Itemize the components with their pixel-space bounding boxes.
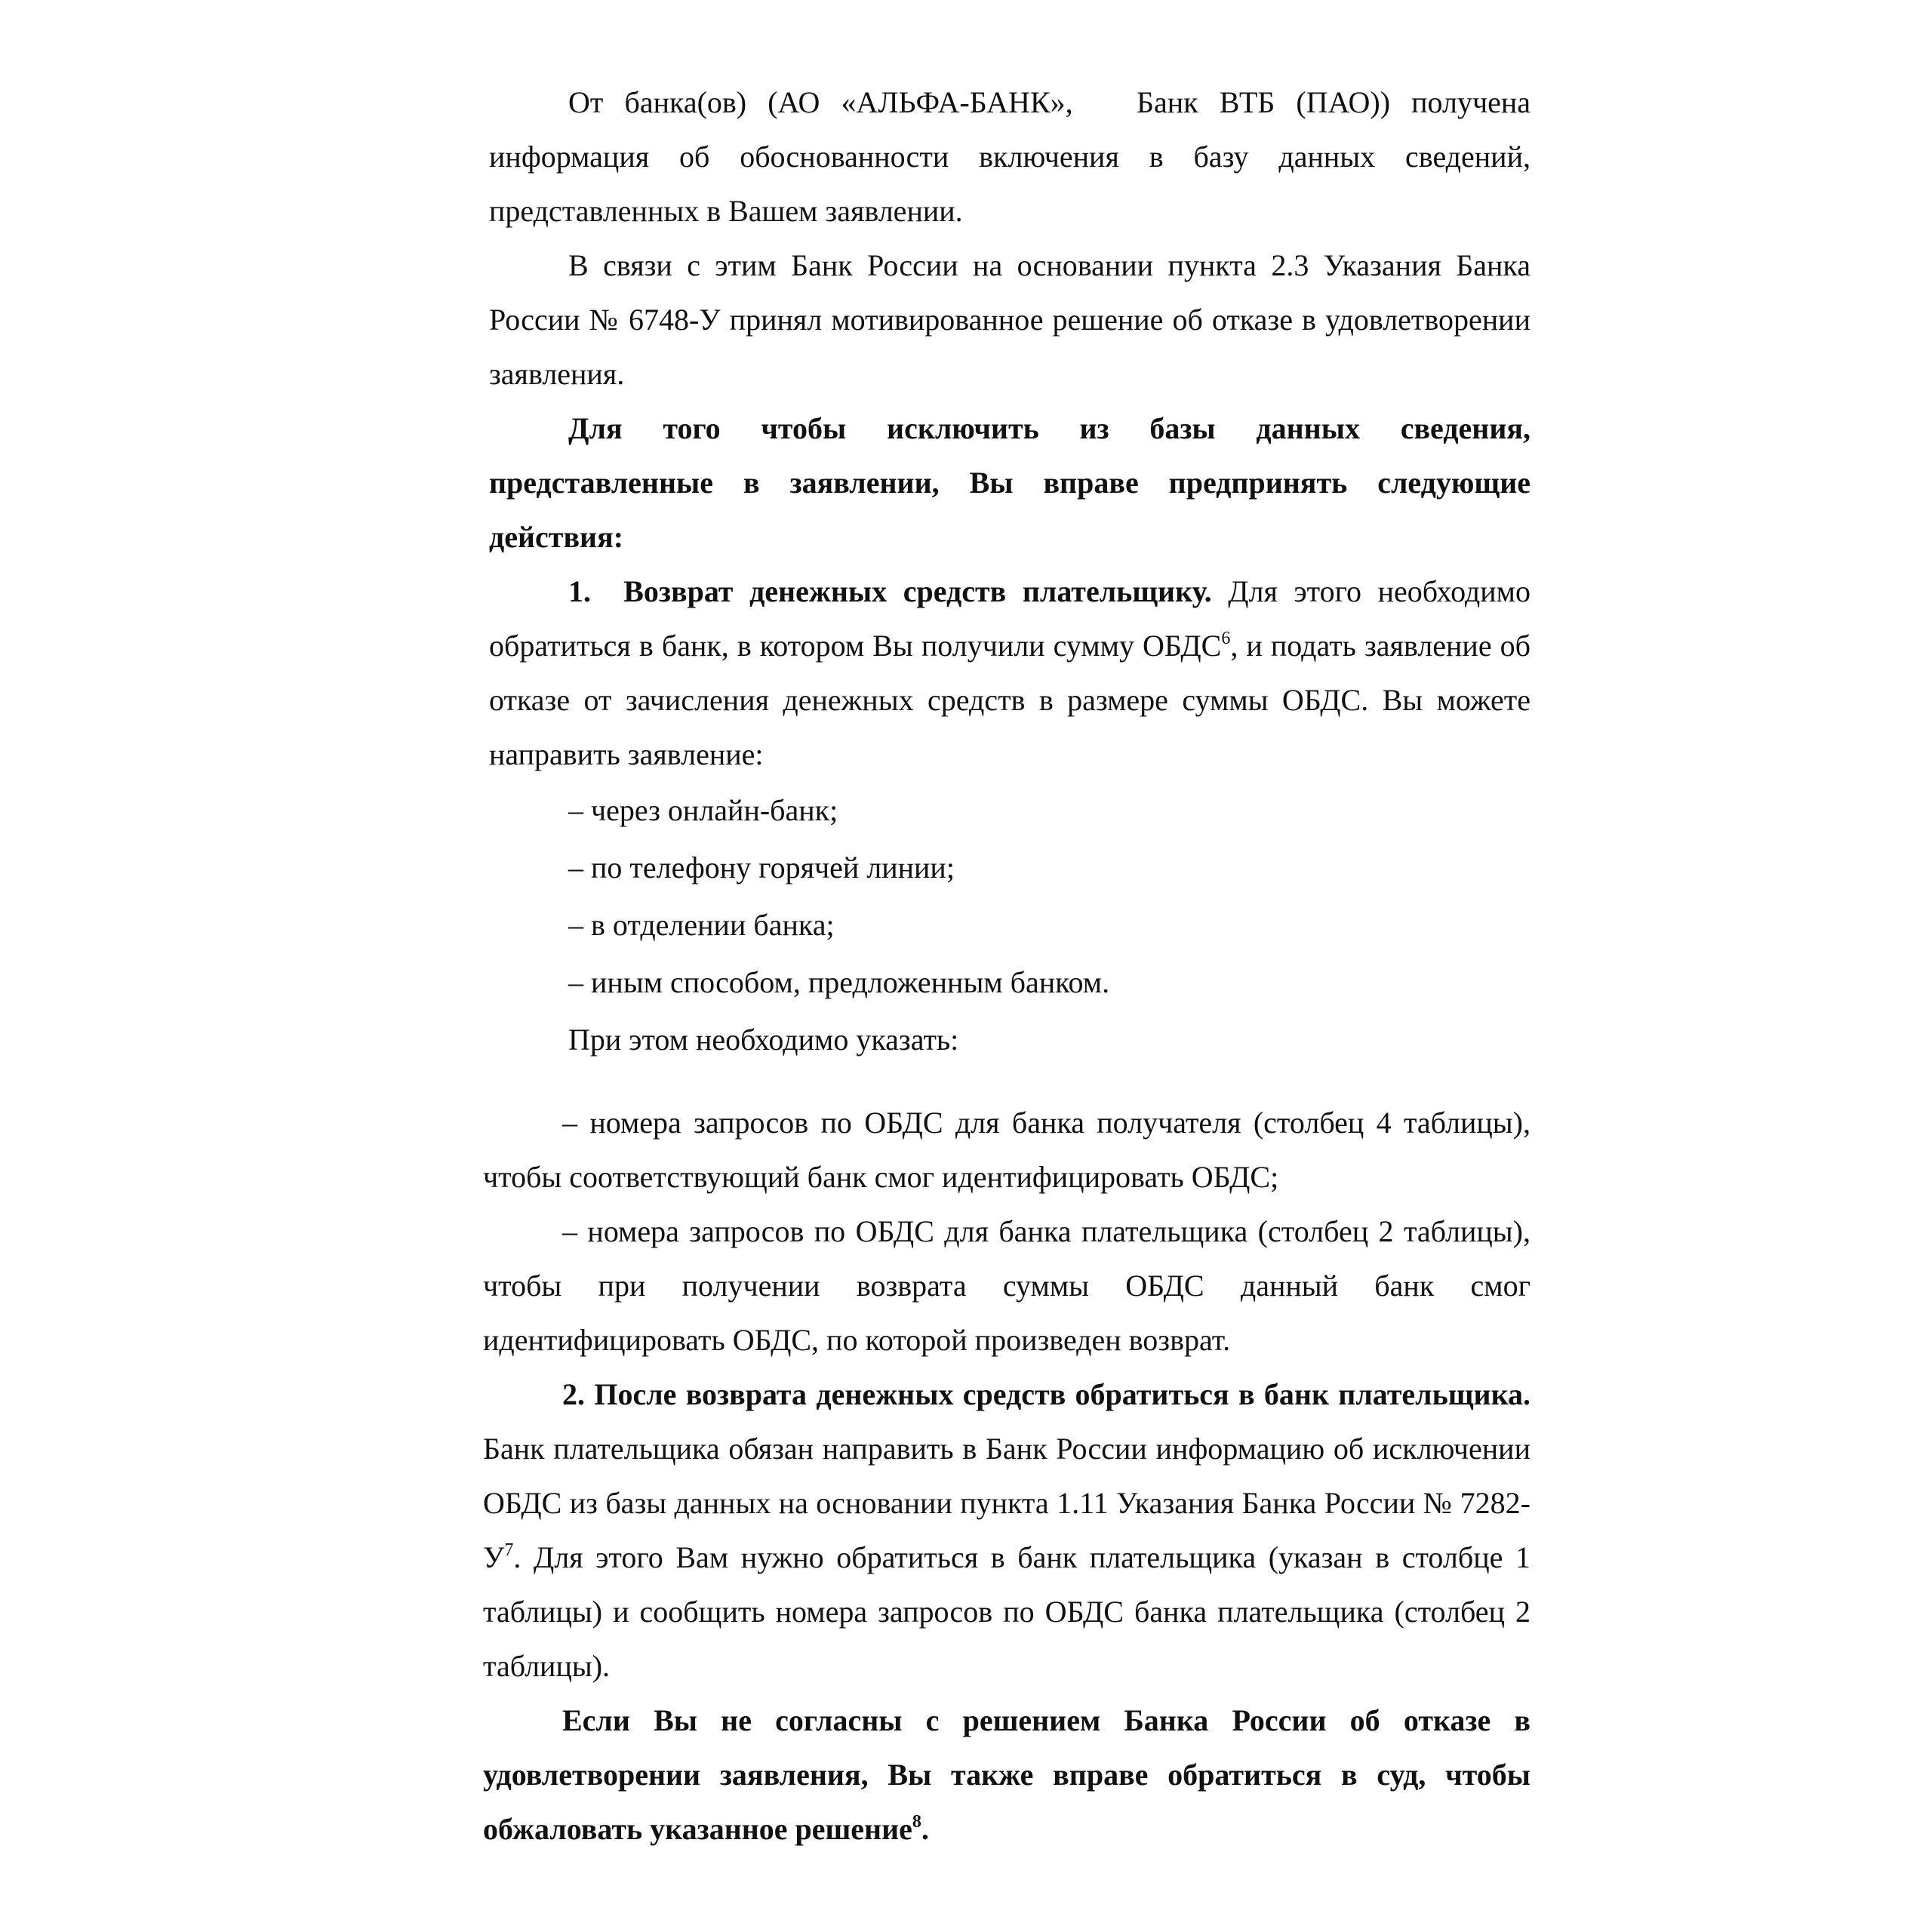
court-appeal-text: Если Вы не согласны с решением Банка России об отказе в удовлетворении заявления, Вы также вправе обратиться в суд, чтобы обжаловать указанное решение [483, 1703, 1531, 1846]
action-1-text: Для этого необходимо обратиться в банк, в котором Вы получили сумму ОБДС [489, 574, 1531, 663]
action-2-text-cont: . Для этого Вам нужно обратиться в банк плательщика (указан в столбце 1 таблицы) и сообщить номера запросов по ОБДС банка плательщика (столбец 2 таблицы). [483, 1540, 1531, 1683]
list-item: – в отделении банка; [568, 908, 835, 942]
footnote-ref-7: 7 [504, 1540, 514, 1560]
action-2-text: Банк плательщика обязан направить в Банк России информацию об исключении ОБДС из базы данных на основании пункта 1.11 Указания Банка России № 7282-У [483, 1432, 1531, 1574]
spacer [489, 1069, 1531, 1096]
document-body [483, 75, 1531, 1857]
action-1-title: Возврат денежных средств плательщику. [623, 574, 1212, 608]
banks-list-part1: От банка(ов) (АО «АЛЬФА-БАНК», [568, 85, 1073, 119]
list-item: – через онлайн-банк; [568, 793, 838, 827]
action-2-number: 2. [562, 1377, 585, 1411]
paragraph-decision: В связи с этим Банк России на основании пункта 2.3 Указания Банка России № 6748-У принял мотивированное решение об отказе в удовлетворении заявления. [489, 248, 1531, 391]
footnote-ref-6: 6 [1221, 629, 1231, 648]
list-item: – по телефону горячей линии; [568, 851, 955, 884]
paragraph-actions-intro: Для того чтобы исключить из базы данных сведения, представленные в заявлении, Вы вправе предпринять следующие действия: [489, 411, 1531, 554]
paragraph-recipient-requests: – номера запросов по ОБДС для банка получателя (столбец 4 таблицы), чтобы соответствующий банк смог идентифицировать ОБДС; [483, 1106, 1531, 1194]
paragraph-action-1 [489, 565, 1531, 782]
court-appeal-end: . [921, 1812, 929, 1846]
list-item: – иным способом, предложенным банком. [568, 965, 1110, 999]
footnote-ref-8: 8 [912, 1812, 921, 1832]
action-2-title: После возврата денежных средств обратиться в банк плательщика. [594, 1377, 1531, 1411]
paragraph-court-appeal [483, 1694, 1531, 1857]
action-1-text-cont: , и подать заявление об отказе от зачисления денежных средств в размере суммы ОБДС. Вы можете направить заявление: [489, 629, 1531, 771]
paragraph-banks-info [489, 75, 1531, 238]
banks-info-text: получена информация об обоснованности включения в базу данных сведений, представленных в Вашем заявлении. [489, 85, 1531, 228]
action-1-number: 1. [568, 574, 591, 608]
paragraph-payer-requests: – номера запросов по ОБДС для банка плательщика (столбец 2 таблицы), чтобы при получении возврата суммы ОБДС данный банк смог идентифицировать ОБДС, по которой произведен возврат. [483, 1214, 1531, 1357]
paragraph-action-2 [483, 1367, 1531, 1694]
paragraph-specify: При этом необходимо указать: [568, 1023, 959, 1057]
banks-list-part2: Банк ВТБ (ПАО)) [1137, 85, 1391, 119]
